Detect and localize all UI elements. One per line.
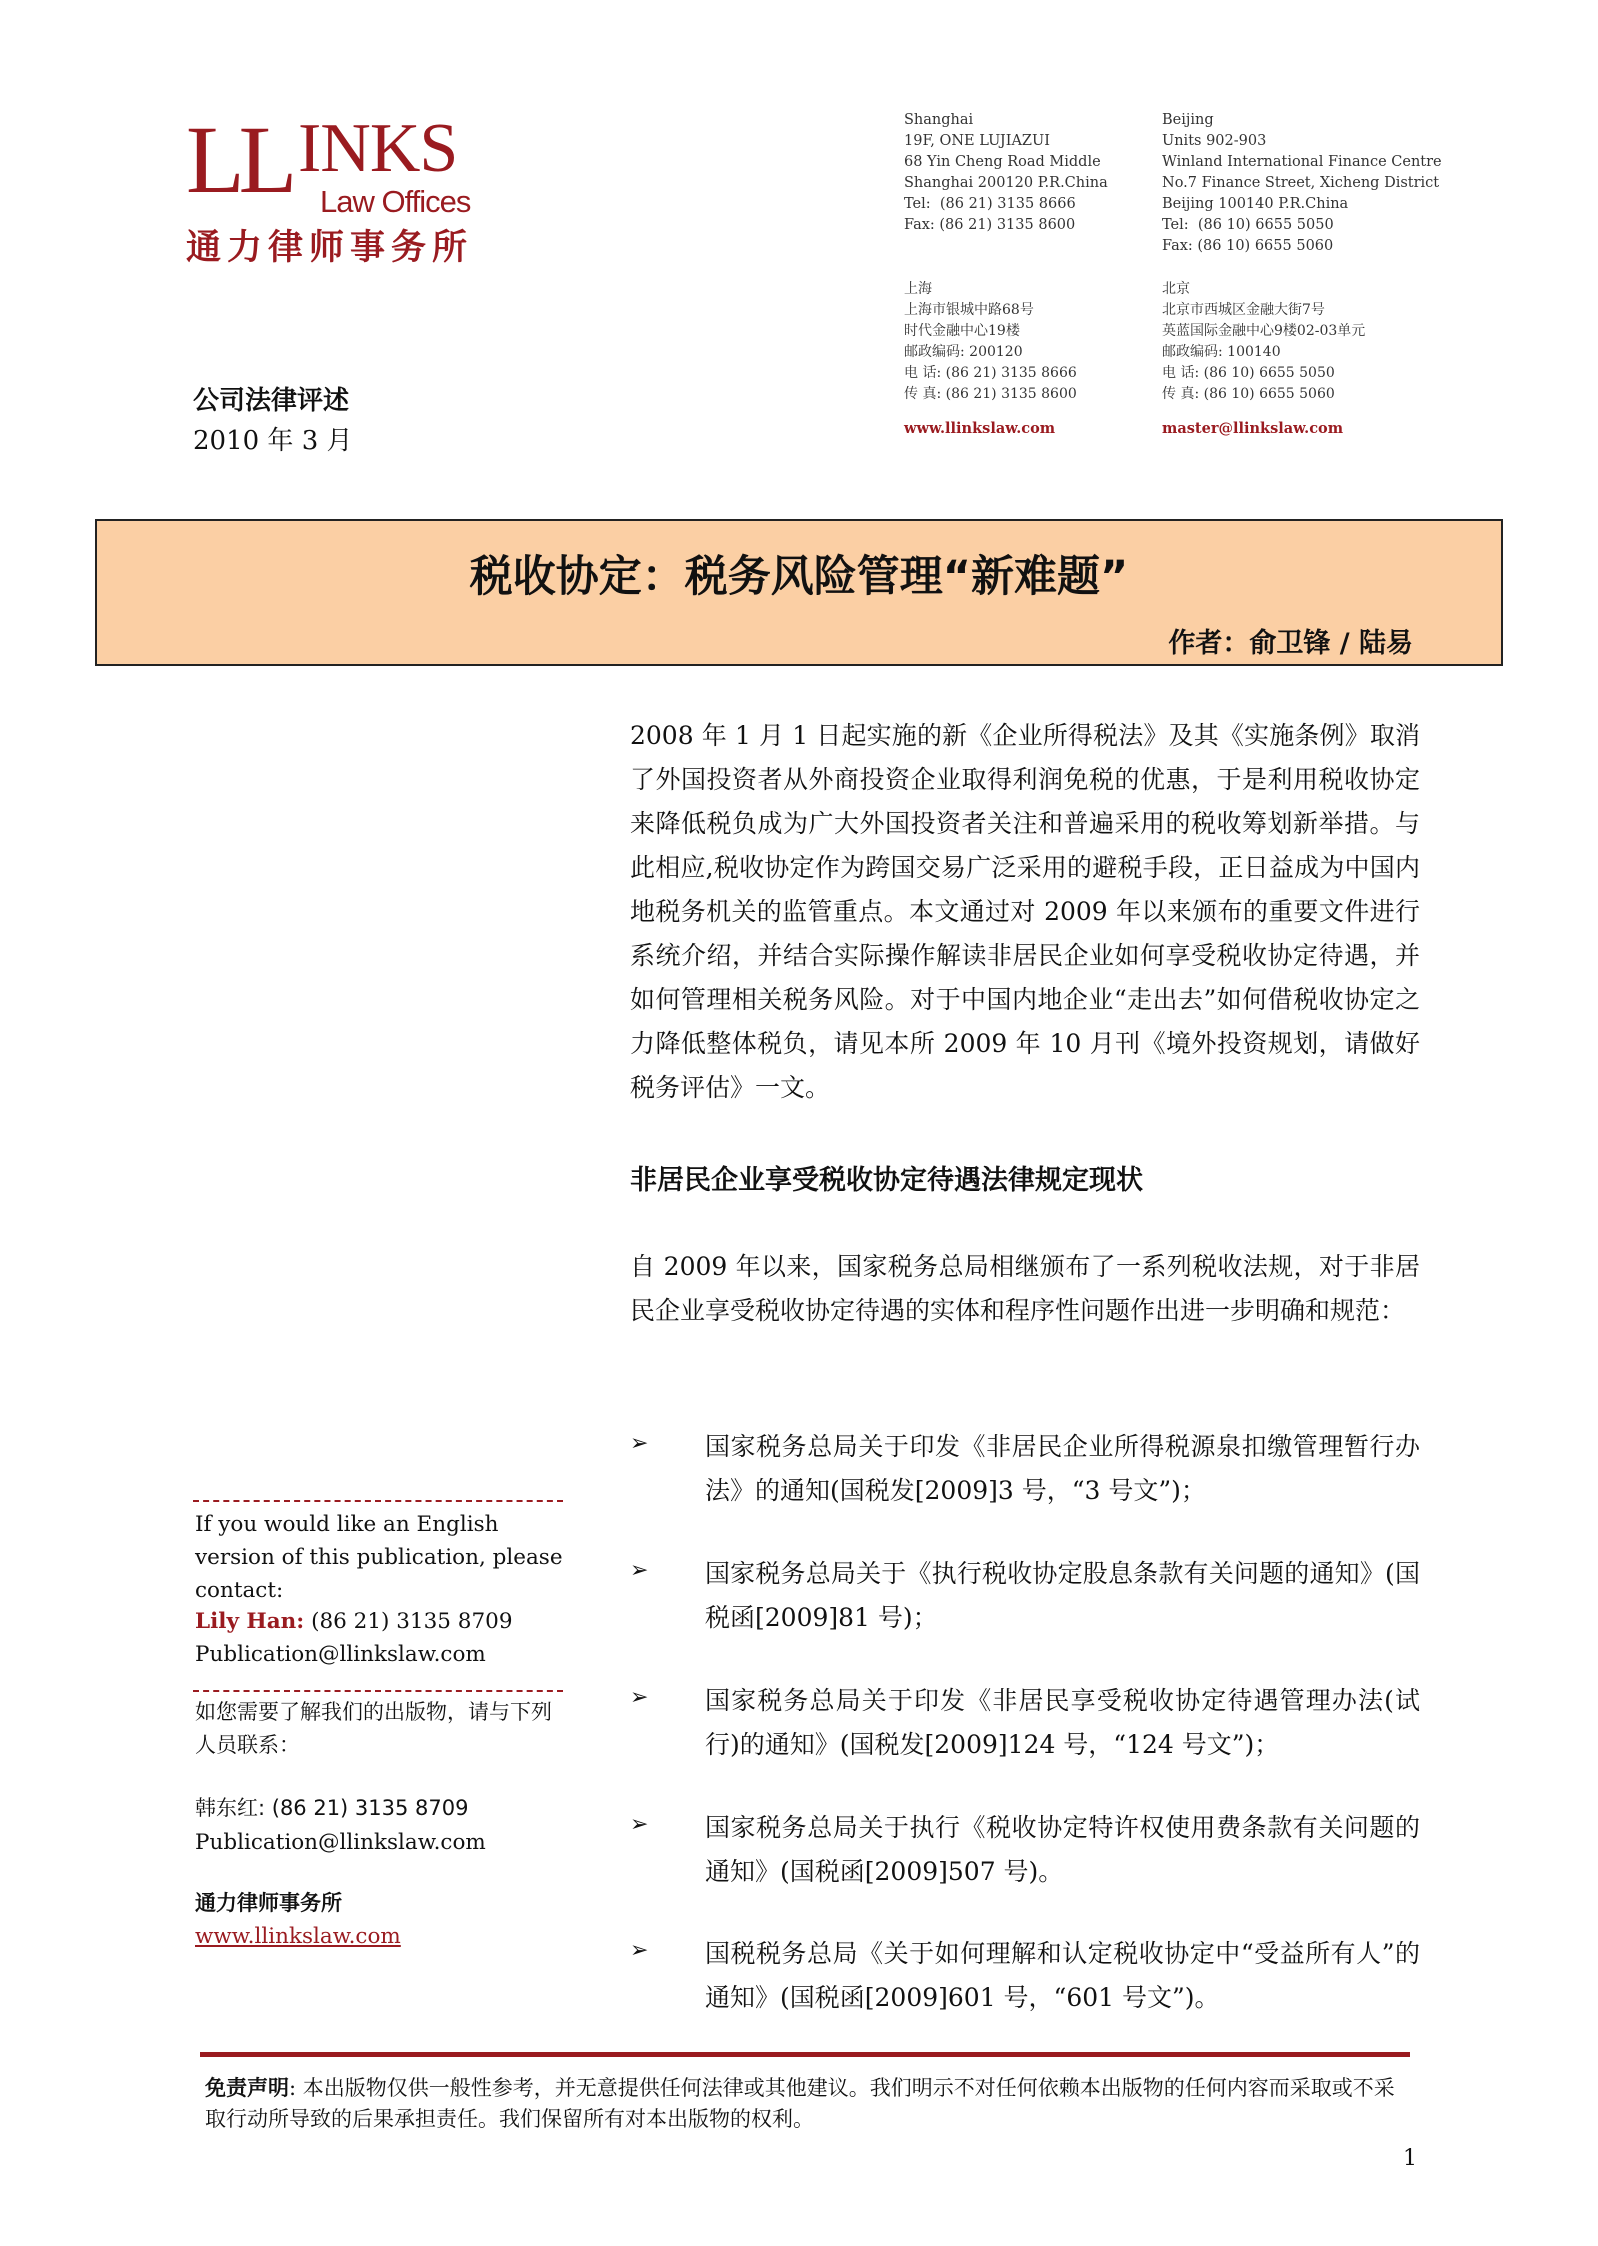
english-contact-email[interactable]: Publication@llinkslaw.com bbox=[195, 1642, 486, 1667]
sidebar-divider bbox=[193, 1500, 563, 1502]
article-title: 税收协定：税务风险管理“新难题” bbox=[469, 552, 1129, 602]
email-link[interactable]: master@llinkslaw.com bbox=[1162, 420, 1344, 437]
section-paragraph: 自 2009 年以来，国家税务总局相继颁布了一系列税收法规，对于非居民企业享受税收协定待遇的实体和程序性问题作出进一步明确和规范： bbox=[630, 1252, 1420, 1325]
arrow-bullet-icon: ➢ bbox=[630, 1558, 649, 1583]
arrow-bullet-icon: ➢ bbox=[630, 1812, 649, 1837]
beijing-office-en: Beijing Units 902-903 Winland International Finance Centre No.7 Finance Street, Xicheng District Beijing 100140 P.R.China Tel: (86 10) 6655 5050 Fax: (86 10) 6655 5060 bbox=[1162, 112, 1442, 254]
list-item-text: 国税税务总局《关于如何理解和认定税收协定中“受益所有人”的通知》(国税函[2009]601 号，“601 号文”)。 bbox=[705, 1939, 1420, 2012]
logo-chinese-name: 通力律师事务所 bbox=[186, 227, 474, 268]
arrow-bullet-icon: ➢ bbox=[630, 1685, 649, 1710]
sidebar-divider bbox=[193, 1690, 563, 1692]
firm-name: 通力律师事务所 bbox=[195, 1891, 342, 1915]
website-link[interactable]: www.llinkslaw.com bbox=[904, 420, 1056, 437]
arrow-bullet-icon: ➢ bbox=[630, 1938, 649, 1963]
english-contact bbox=[195, 1605, 567, 1638]
shanghai-office-en: Shanghai 19F, ONE LUJIAZUI 68 Yin Cheng Road Middle Shanghai 200120 P.R.China Tel: (86 21) 3135 8666 Fax: (86 21) 3135 8600 bbox=[904, 112, 1108, 233]
llinks-logo bbox=[186, 108, 516, 288]
intro-paragraph: 2008 年 1 月 1 日起实施的新《企业所得税法》及其《实施条例》取消了外国投资者从外商投资企业取得利润免税的优惠，于是利用税收协定来降低税负成为广大外国投资者关注和普遍采用的税收筹划新举措。与此相应,税收协定作为跨国交易广泛采用的避税手段，正日益成为中国内地税务机关的监管重点。本文通过对 2009 年以来颁布的重要文件进行系统介绍，并结合实际操作解读非居民企业如何享受税收协定待遇，并如何管理相关税务风险。对于中国内地企业“走出去”如何借税收协定之力降低整体税负，请见本所 2009 年 10 月刊《境外投资规划，请做好税务评估》一文。 bbox=[630, 721, 1420, 1102]
list-item-text: 国家税务总局关于执行《税收协定特许权使用费条款有关问题的通知》(国税函[2009]507 号)。 bbox=[705, 1813, 1420, 1886]
english-contact-name: Lily Han: bbox=[195, 1609, 305, 1634]
publication-date: 2010 年 3 月 bbox=[193, 426, 353, 456]
article-author: 作者：俞卫锋 / 陆易 bbox=[1168, 628, 1413, 659]
disclaimer-text: : 本出版物仅供一般性参考，并无意提供任何法律或其他建议。我们明示不对任何依赖本出版物的任何内容而采取或不采取行动所导致的后果承担责任。我们保留所有对本出版物的权利。 bbox=[205, 2076, 1395, 2131]
list-item-text: 国家税务总局关于印发《非居民享受税收协定待遇管理办法(试行)的通知》(国税发[2009]124 号，“124 号文”)； bbox=[705, 1686, 1420, 1759]
english-version-prompt: If you would like an English version of this publication, please contact: bbox=[195, 1512, 563, 1603]
list-item-text: 国家税务总局关于《执行税收协定股息条款有关问题的通知》(国税函[2009]81 号)； bbox=[705, 1559, 1420, 1632]
arrow-bullet-icon: ➢ bbox=[630, 1431, 649, 1456]
article-title-box bbox=[95, 519, 1503, 666]
section-heading: 非居民企业享受税收协定待遇法律规定现状 bbox=[630, 1165, 1143, 1196]
publication-title: 公司法律评述 bbox=[193, 386, 350, 416]
page-number: 1 bbox=[1403, 2146, 1417, 2171]
disclaimer bbox=[205, 2073, 1410, 2135]
english-contact-phone: (86 21) 3135 8709 bbox=[304, 1609, 513, 1634]
beijing-office-cn: 北京 北京市西城区金融大街7号 英蓝国际金融中心9楼02-03单元 邮政编码: 100140 电 话: (86 10) 6655 5050 传 真: (86 10) 6655 5060 bbox=[1162, 281, 1366, 402]
logo-mark: LL bbox=[186, 106, 292, 213]
firm-website-link[interactable]: www.llinkslaw.com bbox=[195, 1924, 401, 1949]
disclaimer-label: 免责声明 bbox=[205, 2076, 289, 2100]
list-item-text: 国家税务总局关于印发《非居民企业所得税源泉扣缴管理暂行办法》的通知(国税发[2009]3 号，“3 号文”)； bbox=[705, 1432, 1420, 1505]
footer-rule bbox=[200, 2052, 1410, 2057]
shanghai-office-cn: 上海 上海市银城中路68号 时代金融中心19楼 邮政编码: 200120 电 话: (86 21) 3135 8666 传 真: (86 21) 3135 8600 bbox=[904, 281, 1077, 402]
chinese-contact-email[interactable]: Publication@llinkslaw.com bbox=[195, 1830, 486, 1855]
chinese-publication-prompt: 如您需要了解我们的出版物，请与下列人员联系： bbox=[195, 1700, 552, 1757]
chinese-contact: 韩东红: (86 21) 3135 8709 bbox=[195, 1796, 469, 1820]
logo-subtitle: Law Offices bbox=[320, 184, 471, 219]
logo-mark-inks: INKS bbox=[298, 110, 458, 187]
